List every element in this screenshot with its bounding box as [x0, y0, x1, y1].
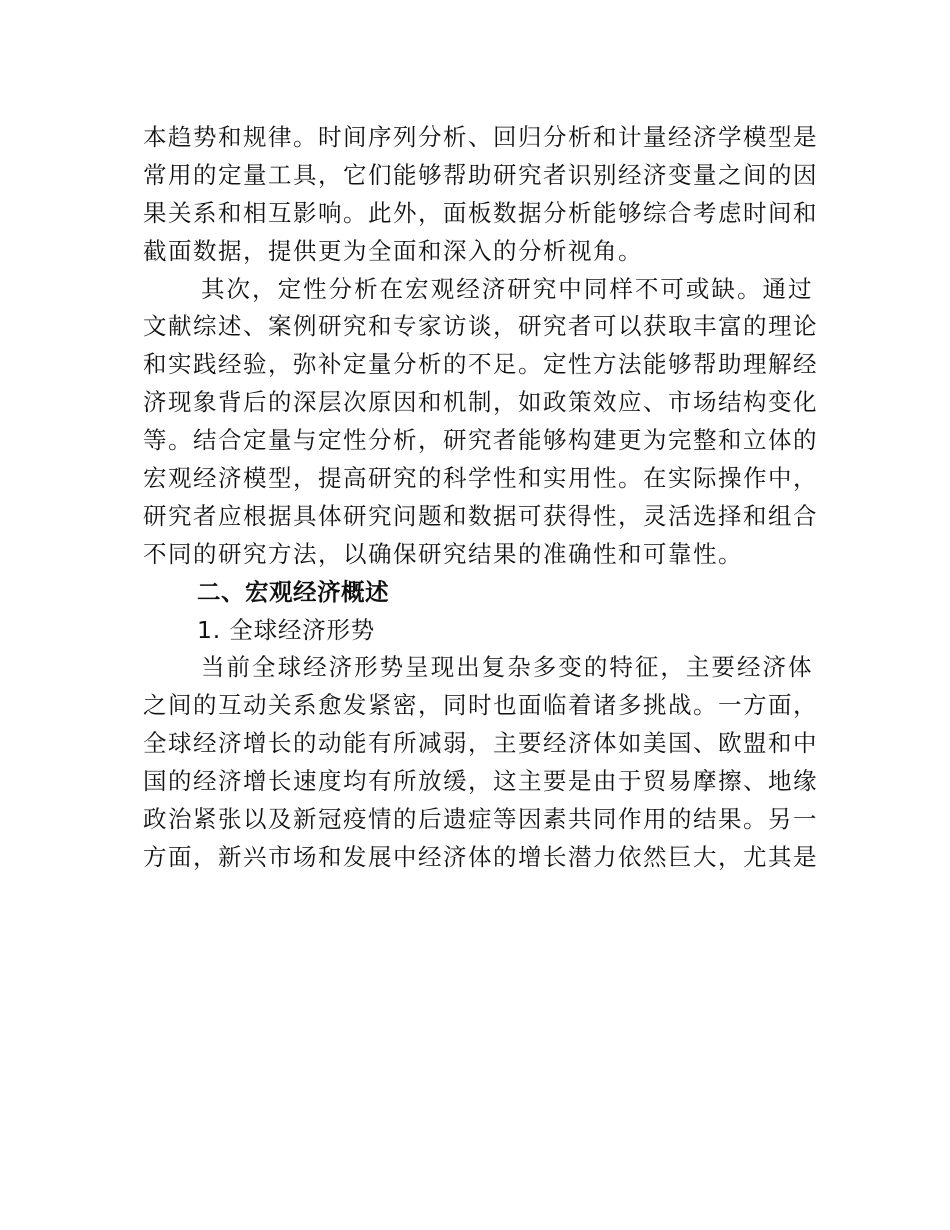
text-line: 政治紧张以及新冠疫情的后遗症等因素共同作用的结果。另一 [143, 805, 818, 834]
text-line: 文献综述、案例研究和专家访谈，研究者可以获取丰富的理论 [143, 312, 818, 341]
text-line: 宏观经济模型，提高研究的科学性和实用性。在实际操作中， [143, 464, 818, 493]
text-line: 研究者应根据具体研究问题和数据可获得性，灵活选择和组合 [143, 501, 818, 530]
text-line: 本趋势和规律。时间序列分析、回归分析和计量经济学模型是 [143, 123, 818, 151]
text-line: 果关系和相互影响。此外，面板数据分析能够综合考虑时间和 [143, 198, 818, 227]
text-line: 截面数据，提供更为全面和深入的分析视角。 [143, 236, 643, 265]
text-line: 和实践经验，弥补定量分析的不足。定性方法能够帮助理解经 [143, 350, 818, 379]
paragraph-global-economy [143, 649, 818, 876]
text-line: 其次，定性分析在宏观经济研究中同样不可或缺。通过 [201, 274, 813, 303]
text-line: 不同的研究方法，以确保研究结果的准确性和可靠性。 [143, 539, 743, 568]
subsection-heading: 1. 全球经济形势 [197, 615, 376, 644]
text-line: 济现象背后的深层次原因和机制，如政策效应、市场结构变化 [143, 388, 818, 417]
text-line: 国的经济增长速度均有所放缓，这主要是由于贸易摩擦、地缘 [143, 767, 818, 796]
text-line: 等。结合定量与定性分析，研究者能够构建更为完整和立体的 [143, 426, 818, 455]
text-line: 当前全球经济形势呈现出复杂多变的特征，主要经济体 [201, 653, 813, 682]
text-line: 常用的定量工具，它们能够帮助研究者识别经济变量之间的因 [143, 160, 818, 189]
text-line: 方面，新兴市场和发展中经济体的增长潜力依然巨大，尤其是 [143, 842, 818, 871]
document-body [143, 119, 818, 877]
paragraph-continued [143, 119, 818, 271]
paragraph-qualitative-analysis [143, 271, 818, 574]
text-line: 之间的互动关系愈发紧密，同时也面临着诸多挑战。一方面， [143, 691, 818, 720]
text-line: 全球经济增长的动能有所减弱，主要经济体如美国、欧盟和中 [143, 729, 818, 758]
section-heading: 二、宏观经济概述 [197, 577, 389, 606]
